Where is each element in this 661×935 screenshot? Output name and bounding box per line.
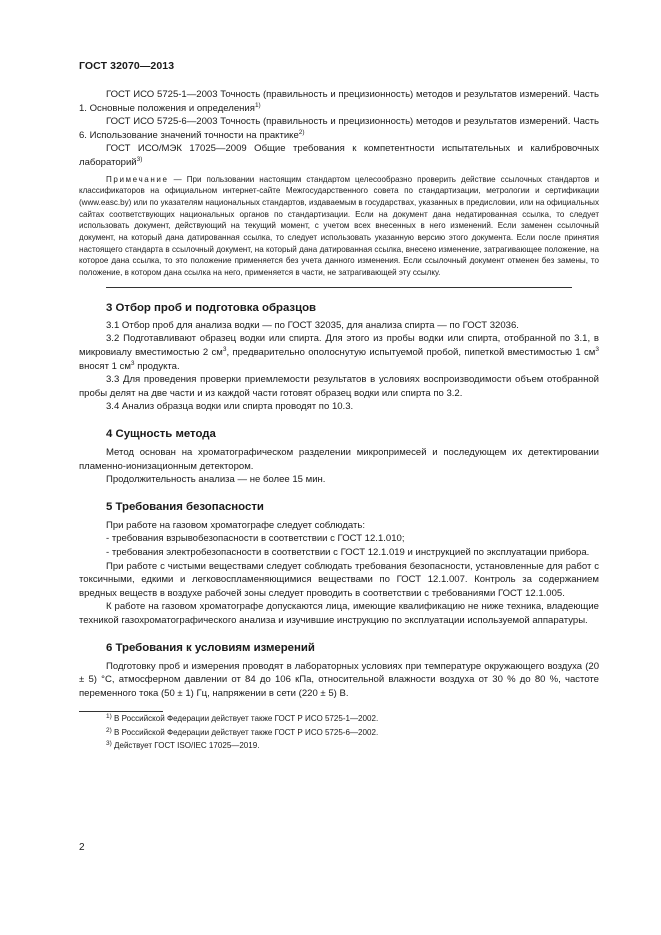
section-3-title: 3 Отбор проб и подготовка образцов	[106, 301, 317, 314]
footnote: $^{1)}$ В Российской Федерации действует также ГОСТ Р ИСО 5725-1—2002.	[106, 713, 379, 724]
paragraph: Подготовку проб и измерения проводят в лабораторных условиях при температуре окружающего воздуха (20 ± 5) °С, атмосферном давлении от 84 до 106 кПа, относительной влажности воздуха от 30 % до 80 %, частоте переменного тока (50 ± 1) Гц, напряжении в сети (220 ± 5) В.	[79, 660, 599, 699]
note	[79, 174, 599, 279]
note-label: Примечание	[106, 174, 169, 184]
reference-item: ГОСТ ИСО 5725-1—2003 Точность (правильность и прецизионность) методов и результатов измерений. Часть 1. Основные положения и определения$^{1)}$	[79, 89, 599, 114]
paragraph: При работе с чистыми веществами следует соблюдать требования безопасности, установленные для работ с токсичными, едкими и легковоспламеняющимися веществами по ГОСТ 12.1.007. Контроль за содержанием вредных веществ в воздухе рабочей зоны следует проводить в соответствии с требованиями ГОСТ 12.1.005.	[79, 560, 599, 599]
section-6-title: 6 Требования к условиям измерений	[106, 641, 315, 654]
reference-item: ГОСТ ИСО/МЭК 17025—2009 Общие требования к компетентности испытательных и калибровочных лабораторий$^{3)}$	[79, 143, 599, 168]
reference-item: ГОСТ ИСО 5725-6—2003 Точность (правильность и прецизионность) методов и результатов измерений. Часть 6. Использование значений точности на практике$^{2)}$	[79, 116, 599, 141]
paragraph: К работе на газовом хроматографе допускаются лица, имеющие квалификацию не ниже техника, владеющие техникой газохроматографического анализа и изучившие инструкцию по эксплуатации используемой аппаратуры.	[79, 601, 599, 626]
paragraph: 3.4 Анализ образца водки или спирта проводят по 10.3.	[106, 401, 354, 413]
section-divider	[106, 287, 572, 288]
paragraph: 3.3 Для проведения проверки приемлемости результатов в условиях воспроизводимости объем отобранной пробы делят на две части и из каждой части готовят образец водки или спирта по 3.2.	[79, 374, 599, 399]
paragraph: Продолжительность анализа — не более 15 мин.	[106, 474, 326, 486]
paragraph: При работе на газовом хроматографе следует соблюдать:	[106, 519, 366, 531]
page-content	[79, 88, 599, 753]
section-5-title: 5 Требования безопасности	[106, 500, 264, 513]
paragraph: Метод основан на хроматографическом разделении микропримесей и последующем их детектировании пламенно-ионизационным детектором.	[79, 447, 599, 472]
section-4-title: 4 Сущность метода	[106, 428, 216, 441]
paragraph: 3.2 Подготавливают образец водки или спирта. Для этого из пробы водки или спирта, отобранной по 3.1, в микровиалу вместимостью 2 $см^3$, предварительно ополоснутую испытуемой пробой, пипеткой вместимостью 1 $см^3$ вносят 1 $см^3$ продукта.	[79, 333, 599, 372]
list-item: - требования взрывобезопасности в соответствии с ГОСТ 12.1.010;	[106, 533, 405, 545]
document-header: ГОСТ 32070—2013	[79, 60, 175, 72]
page-number: 2	[79, 842, 85, 853]
paragraph: 3.1 Отбор проб для анализа водки — по ГОСТ 32035, для анализа спирта — по ГОСТ 32036.	[106, 319, 519, 331]
footnote: $^{2)}$ В Российской Федерации действует также ГОСТ Р ИСО 5725-6—2002.	[106, 726, 379, 737]
note-text: — При пользовании настоящим стандартом целесообразно проверить действие ссылочных стандартов и классификаторов на официальном интернет-сайте Межгосударственного совета по стандартизации, метрологии и сертификации (www.easc.by) или по указателям национальных стандартов, издаваемым в государствах, указанных в предисловии, или на официальных сайтах соответствующих национальных органов по стандартизации. Если на документ дана недатированная ссылка, то следует использовать документ, действующий на текущий момент, с учетом всех внесенных в него изменений. Если заменен ссылочный документ, на который дана датированная ссылка, то следует использовать указанную версию этого документа. Если после принятия настоящего стандарта в ссылочный документ, на который дана датированная ссылка, внесено изменение, затрагивающее положение, на которое дана ссылка, то это положение применяется без учета данного изменения. Если ссылочный документ отменен без замены, то положение, в котором дана ссылка на него, применяется в части, не затрагивающей эту ссылку.	[79, 174, 599, 278]
footnote: $^{3)}$ Действует ГОСТ ISO/IEC 17025—2019.	[106, 740, 260, 751]
list-item: - требования электробезопасности в соответствии с ГОСТ 12.1.019 и инструкцией по эксплуатации прибора.	[106, 547, 590, 559]
